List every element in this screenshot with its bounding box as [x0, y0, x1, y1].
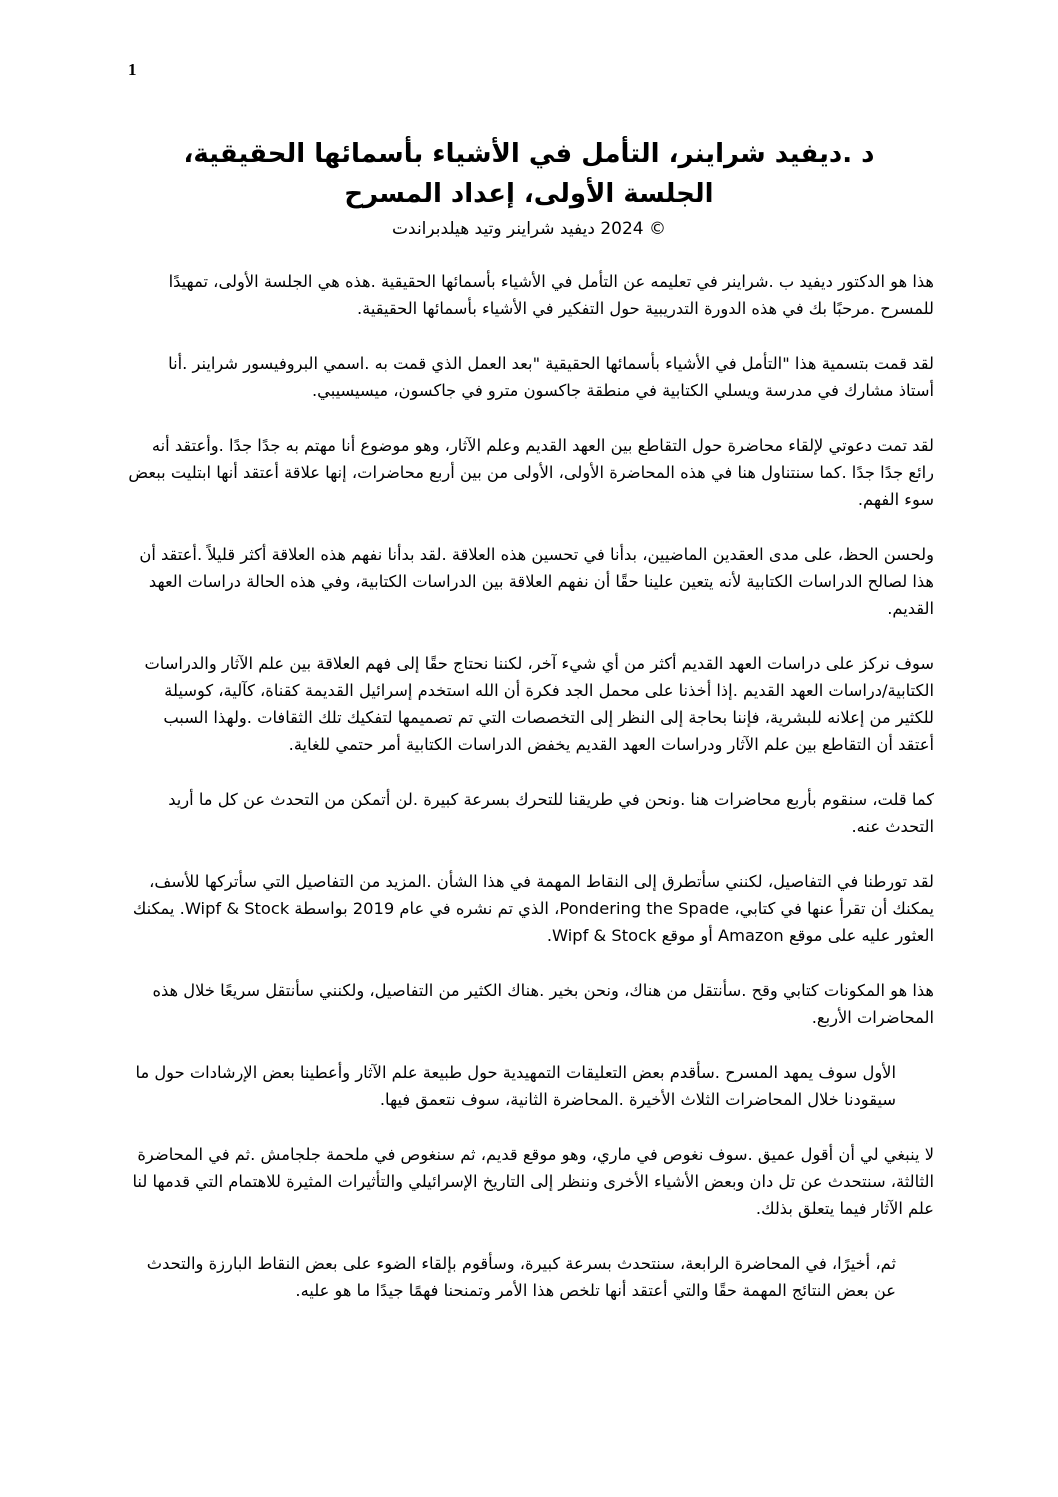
document-title-line-1: د .ديفيد شراينر، التأمل في الأشياء بأسمائها الحقيقية،	[183, 139, 875, 169]
paragraph-6: كما قلت، سنقوم بأربع محاضرات هنا .ونحن في طريقنا للتحرك بسرعة كبيرة .لن أتمكن من التحدث عن كل ما أريد التحدث عنه.	[168, 790, 934, 836]
paragraph-10: لا ينبغي لي أن أقول عميق .سوف نغوص في ماري، وهو موقع قديم، ثم سنغوص في ملحمة جلجامش .ثم في المحاضرة الثالثة، سنتحدث عن تل دان وبعض الأشياء الأخرى وننظر إلى التاريخ الإسرائيلي والتأثيرات المثيرة للاهتمام التي قدمها لنا علم الآثار فيما يتعلق بذلك.	[132, 1145, 934, 1218]
document-title-block	[150, 134, 908, 242]
paragraph-3: لقد تمت دعوتي لإلقاء محاضرة حول التقاطع بين العهد القديم وعلم الآثار، وهو موضوع أنا مهتم به جدًا جدًا .وأعتقد أنه رائع جدًا جدًا .كما سنتناول هنا في هذه المحاضرة الأولى، الأولى من بين أربع محاضرات، إنها علاقة أعتقد أنها ابتليت ببعض سوء الفهم.	[128, 436, 934, 509]
paragraph-2: لقد قمت بتسمية هذا "التأمل في الأشياء بأسمائها الحقيقية "بعد العمل الذي قمت به .اسمي البروفيسور شراينر .أنا أستاذ مشارك في مدرسة ويسلي الكتابية في منطقة جاكسون مترو في جاكسون، ميسيسيبي.	[168, 354, 934, 400]
document-title-line-2: الجلسة الأولى، إعداد المسرح	[344, 179, 714, 209]
document-body	[128, 268, 934, 1332]
paragraph-1: هذا هو الدكتور ديفيد ب .شراينر في تعليمه عن التأمل في الأشياء بأسمائها الحقيقية .هذه هي الجلسة الأولى، تمهيدًا للمسرح .مرحبًا بك في هذه الدورة التدريبية حول التفكير في الأشياء بأسمائها الحقيقية.	[168, 272, 934, 318]
paragraph-8: هذا هو المكونات كتابي وقح .سأنتقل من هناك، ونحن بخير .هناك الكثير من التفاصيل، ولكنني سأنتقل سريعًا خلال هذه المحاضرات الأربع.	[152, 981, 934, 1027]
paragraph-7: لقد تورطنا في التفاصيل، لكنني سأتطرق إلى النقاط المهمة في هذا الشأن .المزيد من التفاصيل التي سأتركها للأسف، يمكنك أن تقرأ عنها في كتابي، Pondering the Spade، الذي تم نشره في عام 2019 بواسطة Wipf & Stock. يمكنك العثور عليه على موقع Amazon أو موقع Wipf & Stock.	[132, 872, 934, 945]
paragraph-4: ولحسن الحظ، على مدى العقدين الماضيين، بدأنا في تحسين هذه العلاقة .لقد بدأنا نفهم هذه العلاقة أكثر قليلاً .أعتقد أن هذا لصالح الدراسات الكتابية لأنه يتعين علينا حقًا أن نفهم العلاقة بين الدراسات الكتابية، وفي هذه الحالة دراسات العهد القديم.	[139, 545, 934, 618]
copyright-line: © 2024 ديفيد شراينر وتيد هيلدبراندت	[392, 219, 666, 239]
paragraph-5: سوف نركز على دراسات العهد القديم أكثر من أي شيء آخر، لكننا نحتاج حقًا إلى فهم العلاقة بين علم الآثار والدراسات الكتابية/دراسات العهد القديم .إذا أخذنا على محمل الجد فكرة أن الله استخدم إسرائيل القديمة كقناة، كآلية، كوسيلة للكثير من إعلانه للبشرية، فإننا بحاجة إلى النظر إلى التخصصات التي تم تصميمها لتفكيك تلك الثقافات .ولهذا السبب أعتقد أن التقاطع بين علم الآثار ودراسات العهد القديم يخفض الدراسات الكتابية أمر حتمي للغاية.	[144, 654, 934, 754]
paragraph-11: ثم، أخيرًا، في المحاضرة الرابعة، سنتحدث بسرعة كبيرة، وسأقوم بإلقاء الضوء على بعض النقاط البارزة والتحدث عن بعض النتائج المهمة حقًا والتي أعتقد أنها تلخص هذا الأمر وتمنحنا فهمًا جيدًا ما هو عليه.	[146, 1254, 896, 1300]
page-number: 1	[128, 60, 137, 79]
paragraph-9: الأول سوف يمهد المسرح .سأقدم بعض التعليقات التمهيدية حول طبيعة علم الآثار وأعطينا بعض الإرشادات حول ما سيقودنا خلال المحاضرات الثلاث الأخيرة .المحاضرة الثانية، سوف نتعمق فيها.	[135, 1063, 896, 1109]
